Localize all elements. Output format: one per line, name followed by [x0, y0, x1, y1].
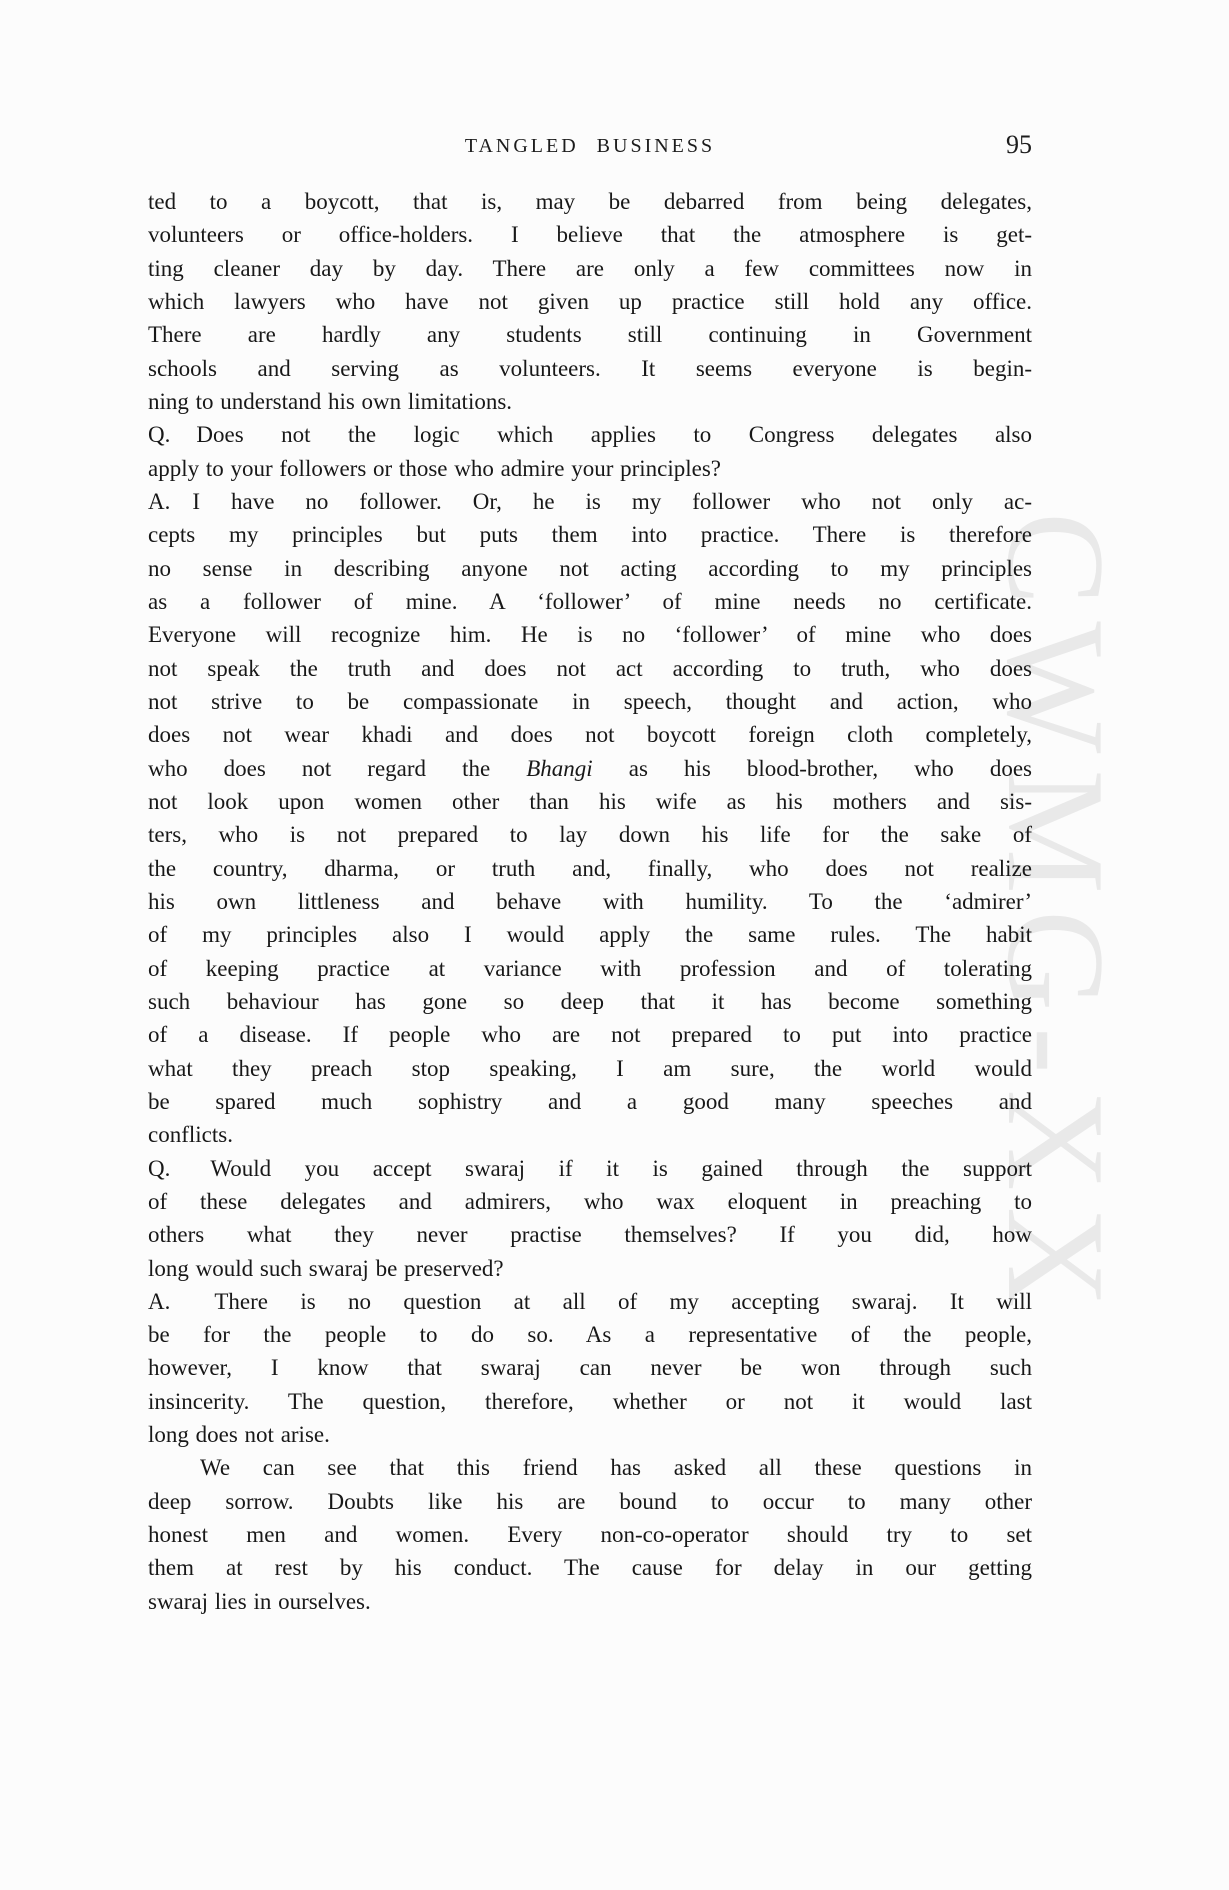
qa-gap [170, 441, 196, 442]
text-segment: Q. [148, 1155, 171, 1181]
text-line [148, 1285, 1032, 1318]
text-line [148, 1118, 1032, 1151]
text-line [148, 1385, 1032, 1418]
text-segment: Would you accept swaraj if it is gained through the support [210, 1155, 1032, 1181]
body-text [148, 185, 1032, 1618]
text-line [148, 1018, 1032, 1051]
text-line [148, 1085, 1032, 1118]
text-segment: no sense in describing anyone not acting according to my principles [148, 555, 1032, 581]
page-number: 95 [1006, 130, 1032, 159]
text-segment: long would such swaraj be preserved? [148, 1255, 504, 1281]
text-line [148, 685, 1032, 718]
text-segment: schools and serving as volunteers. It seems everyone is begin- [148, 355, 1032, 381]
text-segment: however, I know that swaraj can never be won through such [148, 1355, 1032, 1381]
text-segment: ted to a boycott, that is, may be debarred from being delegates, [148, 189, 1032, 214]
text-line [148, 752, 1032, 785]
text-line [148, 285, 1032, 318]
text-segment: insincerity. The question, therefore, whether or not it would last [148, 1388, 1032, 1414]
text-line [148, 785, 1032, 818]
text-segment: his own littleness and behave with humility. To the ‘admirer’ [148, 888, 1032, 914]
italic-term: Bhangi [526, 755, 593, 781]
text-line [148, 452, 1032, 485]
text-segment: apply to your followers or those who admire your principles? [148, 455, 722, 481]
text-segment: long does not arise. [148, 1422, 330, 1448]
text-line [148, 585, 1032, 618]
text-line [148, 518, 1032, 551]
text-segment: cepts my principles but puts them into practice. There is therefore [148, 522, 1032, 548]
text-line [148, 218, 1032, 251]
text-line [148, 1318, 1032, 1351]
text-segment: be for the people to do so. As a representative of the people, [148, 1322, 1032, 1348]
text-line [148, 1585, 1032, 1618]
text-line [148, 885, 1032, 918]
text-segment: There are hardly any students still continuing in Government [148, 322, 1032, 348]
text-line [148, 1185, 1032, 1218]
text-segment: Everyone will recognize him. He is no ‘follower’ of mine who does [148, 622, 1032, 648]
page-header [148, 130, 1032, 166]
text-segment: ting cleaner day by day. There are only a few committees now in [148, 255, 1032, 281]
text-segment: not look upon women other than his wife as his mothers and sis- [148, 788, 1032, 814]
text-line [148, 1218, 1032, 1251]
text-line [148, 318, 1032, 351]
text-segment: of these delegates and admirers, who wax eloquent in preaching to [148, 1188, 1032, 1214]
text-line [148, 952, 1032, 985]
cwmg-volume-watermark: CWMG-XX [978, 512, 1133, 1324]
text-line [148, 818, 1032, 851]
text-segment: does not wear khadi and does not boycott foreign cloth completely, [148, 722, 1032, 748]
text-segment: deep sorrow. Doubts like his are bound to occur to many other [148, 1488, 1032, 1514]
text-line [148, 352, 1032, 385]
text-segment: Does not the logic which applies to Congress delegates also [196, 422, 1032, 448]
text-segment: There is no question at all of my accepting swaraj. It will [214, 1288, 1032, 1314]
text-line [148, 1485, 1032, 1518]
qa-gap [170, 1308, 214, 1309]
text-line [148, 418, 1032, 451]
text-line [148, 618, 1032, 651]
text-line [148, 1418, 1032, 1451]
text-segment: as his blood-brother, who does [592, 755, 1032, 781]
qa-gap [170, 1175, 210, 1176]
text-segment: conflicts. [148, 1122, 233, 1148]
text-line [148, 552, 1032, 585]
text-segment: not strive to be compassionate in speech, thought and action, who [148, 688, 1032, 714]
text-line [148, 918, 1032, 951]
text-segment: volunteers or office-holders. I believe that the atmosphere is get- [148, 222, 1032, 248]
text-line [148, 1052, 1032, 1085]
text-line [148, 1351, 1032, 1384]
text-line [148, 1152, 1032, 1185]
text-segment: as a follower of mine. A ‘follower’ of mine needs no certificate. [148, 588, 1032, 614]
text-line [148, 1252, 1032, 1285]
text-segment: who does not regard the [148, 755, 527, 781]
running-title: TANGLED BUSINESS [464, 135, 716, 157]
qa-gap [170, 508, 192, 509]
text-segment: them at rest by his conduct. The cause for delay in our getting [148, 1555, 1032, 1581]
text-segment: what they preach stop speaking, I am sure, the world would [148, 1055, 1032, 1081]
text-line [148, 1551, 1032, 1584]
text-segment: We can see that this friend has asked all these questions in [200, 1455, 1032, 1481]
text-segment: of a disease. If people who are not prepared to put into practice [148, 1022, 1032, 1048]
text-segment: of my principles also I would apply the same rules. The habit [148, 922, 1032, 948]
text-segment: I have no follower. Or, he is my follower who not only ac- [192, 488, 1032, 514]
text-segment: such behaviour has gone so deep that it has become something [148, 988, 1032, 1014]
text-line [148, 985, 1032, 1018]
text-segment: be spared much sophistry and a good many speeches and [148, 1088, 1032, 1114]
text-line [148, 718, 1032, 751]
text-line [148, 485, 1032, 518]
text-line [148, 1451, 1032, 1484]
text-segment: swaraj lies in ourselves. [148, 1588, 371, 1614]
text-line [148, 185, 1032, 218]
text-segment: which lawyers who have not given up practice still hold any office. [148, 288, 1032, 314]
text-segment: ters, who is not prepared to lay down his life for the sake of [148, 822, 1032, 848]
text-segment: of keeping practice at variance with profession and of tolerating [148, 955, 1032, 981]
text-line [148, 852, 1032, 885]
text-line [148, 252, 1032, 285]
text-line [148, 385, 1032, 418]
text-segment: A. [148, 488, 171, 514]
text-segment: ning to understand his own limitations. [148, 388, 513, 414]
text-segment: not speak the truth and does not act according to truth, who does [148, 655, 1032, 681]
text-line [148, 1518, 1032, 1551]
text-segment: honest men and women. Every non-co-operator should try to set [148, 1522, 1032, 1548]
text-segment: Q. [148, 422, 171, 448]
text-segment: others what they never practise themselves? If you did, how [148, 1222, 1032, 1248]
text-line [148, 652, 1032, 685]
text-segment: the country, dharma, or truth and, finally, who does not realize [148, 855, 1032, 881]
text-segment: A. [148, 1288, 171, 1314]
